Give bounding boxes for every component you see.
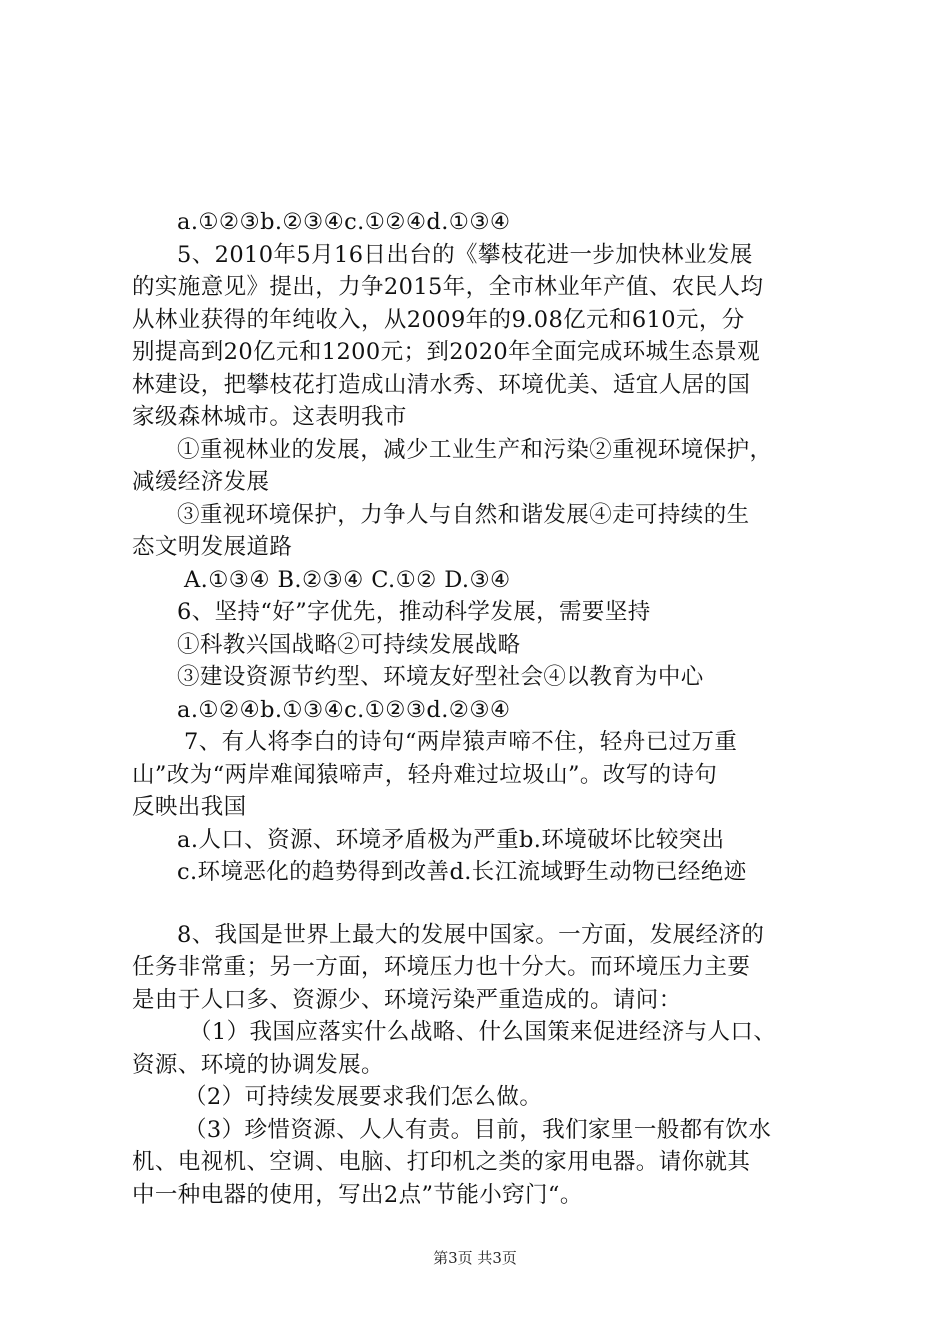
blank-line xyxy=(132,889,832,919)
text-line: a.①②③b.②③④c.①②④d.①③④ xyxy=(177,209,511,235)
text-line: 中一种电器的使用，写出2点”节能小窍门“。 xyxy=(132,1181,583,1208)
text-line: c.环境恶化的趋势得到改善d.长江流域野生动物已经绝迹 xyxy=(177,859,747,885)
text-line: 从林业获得的年纯收入，从2009年的9.08亿元和610元，分 xyxy=(132,306,745,333)
text-line: 机、电视机、空调、电脑、打印机之类的家用电器。请你就其 xyxy=(132,1149,751,1175)
text-line: 家级森林城市。这表明我市 xyxy=(132,404,407,430)
text-line: ①科教兴国战略②可持续发展战略 xyxy=(177,631,521,658)
text-line: ①重视林业的发展，减少工业生产和污染②重视环境保护， xyxy=(177,436,773,463)
text-line: 是由于人口多、资源少、环境污染严重造成的。请问： xyxy=(132,986,682,1013)
text-line: 减缓经济发展 xyxy=(132,469,270,495)
text-line: A.①③④ B.②③④ C.①② D.③④ xyxy=(184,566,511,593)
page-footer: 第3页 共3页 xyxy=(433,1249,517,1267)
text-line: （3）珍惜资源、人人有责。目前，我们家里一般都有饮水 xyxy=(184,1116,772,1143)
text-line: 态文明发展道路 xyxy=(132,534,293,560)
text-line: （1）我国应落实什么战略、什么国策来促进经济与人口、 xyxy=(189,1019,777,1045)
text-line: a.人口、资源、环境矛盾极为严重b.环境破坏比较突出 xyxy=(177,826,725,853)
text-line: 任务非常重；另一方面，环境压力也十分大。而环境压力主要 xyxy=(132,954,751,980)
text-line: 别提高到20亿元和1200元；到2020年全面完成环城生态景观 xyxy=(132,339,761,365)
text-line: 林建设，把攀枝花打造成山清水秀、环境优美、适宜人居的国 xyxy=(132,371,751,398)
text-line: 资源、环境的协调发展。 xyxy=(132,1051,384,1078)
text-line: a.①②④b.①③④c.①②③d.②③④ xyxy=(177,696,511,723)
text-line: ③建设资源节约型、环境友好型社会④以教育为中心 xyxy=(177,664,704,690)
text-line: 山”改为“两岸难闻猿啼声，轻舟难过垃圾山”。改写的诗句 xyxy=(132,761,718,788)
text-line: ③重视环境保护，力争人与自然和谐发展④走可持续的生 xyxy=(177,501,750,528)
text-line: 7、有人将李白的诗句“两岸猿声啼不住，轻舟已过万重 xyxy=(184,729,738,755)
text-line: 6、坚持“好”字优先，推动科学发展，需要坚持 xyxy=(177,599,651,625)
text-line: 8、我国是世界上最大的发展中国家。一方面，发展经济的 xyxy=(177,921,765,948)
text-line: 反映出我国 xyxy=(132,794,247,820)
document-body xyxy=(132,206,832,1211)
text-line: （2）可持续发展要求我们怎么做。 xyxy=(184,1084,543,1110)
text-line: 5、2010年5月16日出台的《攀枝花进一步加快林业发展 xyxy=(177,241,753,268)
text-line: 的实施意见》提出，力争2015年，全市林业年产值、农民人均 xyxy=(132,274,764,300)
